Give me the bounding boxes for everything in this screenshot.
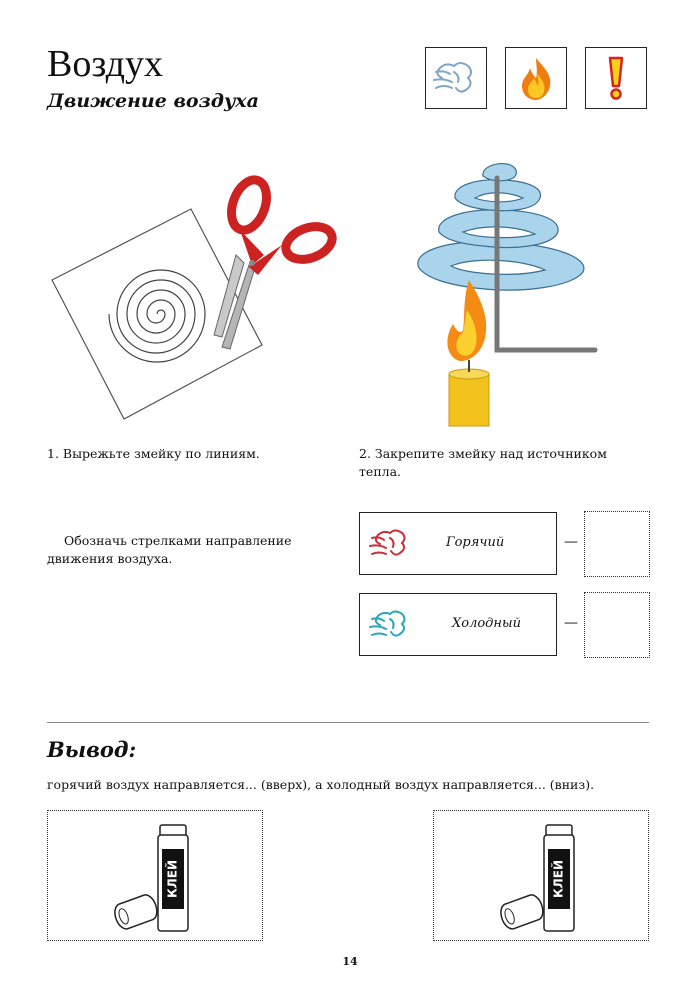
paper-snake-spiral <box>418 164 584 290</box>
section-divider <box>47 722 649 723</box>
page-number: 14 <box>342 955 358 968</box>
hot-label: Горячий <box>446 535 505 550</box>
cold-dash: — <box>564 615 578 631</box>
cold-answer-box[interactable] <box>584 592 650 658</box>
flame-icon <box>506 48 566 108</box>
page-title: Воздух <box>47 43 164 85</box>
page-subtitle: Движение воздуха <box>47 90 259 112</box>
step-2-caption-line2: тепла. <box>359 464 402 479</box>
warning-icon-box <box>585 47 647 109</box>
step-1-caption: 1. Вырежьте змейку по линиям. <box>47 446 260 461</box>
conclusion-text: горячий воздух направляется... (вверх), а холодный воздух направляется... (вниз). <box>47 777 595 792</box>
step-2-caption-line1: 2. Закрепите змейку над источником <box>359 446 607 461</box>
hot-dash: — <box>564 534 578 550</box>
exclamation-icon <box>586 48 646 108</box>
scissors-icon <box>214 175 337 349</box>
glue-stick-icon <box>108 819 198 934</box>
cold-label: Холодный <box>452 616 521 631</box>
glue-area-right[interactable] <box>433 810 649 941</box>
hot-air-box <box>359 512 557 575</box>
wind-icon-box <box>425 47 487 109</box>
task-line-1: Обозначь стрелками направление <box>64 533 292 548</box>
glue-stick-label: КЛЕЙ <box>551 859 566 899</box>
hot-air-icon <box>366 520 416 568</box>
cold-air-icon <box>366 601 416 649</box>
conclusion-title: Вывод: <box>47 737 137 762</box>
wind-icon <box>426 48 486 108</box>
glue-area-left[interactable] <box>47 810 263 941</box>
task-line-2: движения воздуха. <box>47 551 173 566</box>
spiral-over-candle-illustration <box>405 160 610 428</box>
candle-icon <box>447 280 489 426</box>
paper-spiral-scissors-illustration <box>44 175 344 425</box>
cold-air-box <box>359 593 557 656</box>
hot-answer-box[interactable] <box>584 511 650 577</box>
glue-stick-label: КЛЕЙ <box>165 859 180 899</box>
flame-icon-box <box>505 47 567 109</box>
glue-stick-icon <box>494 819 584 934</box>
